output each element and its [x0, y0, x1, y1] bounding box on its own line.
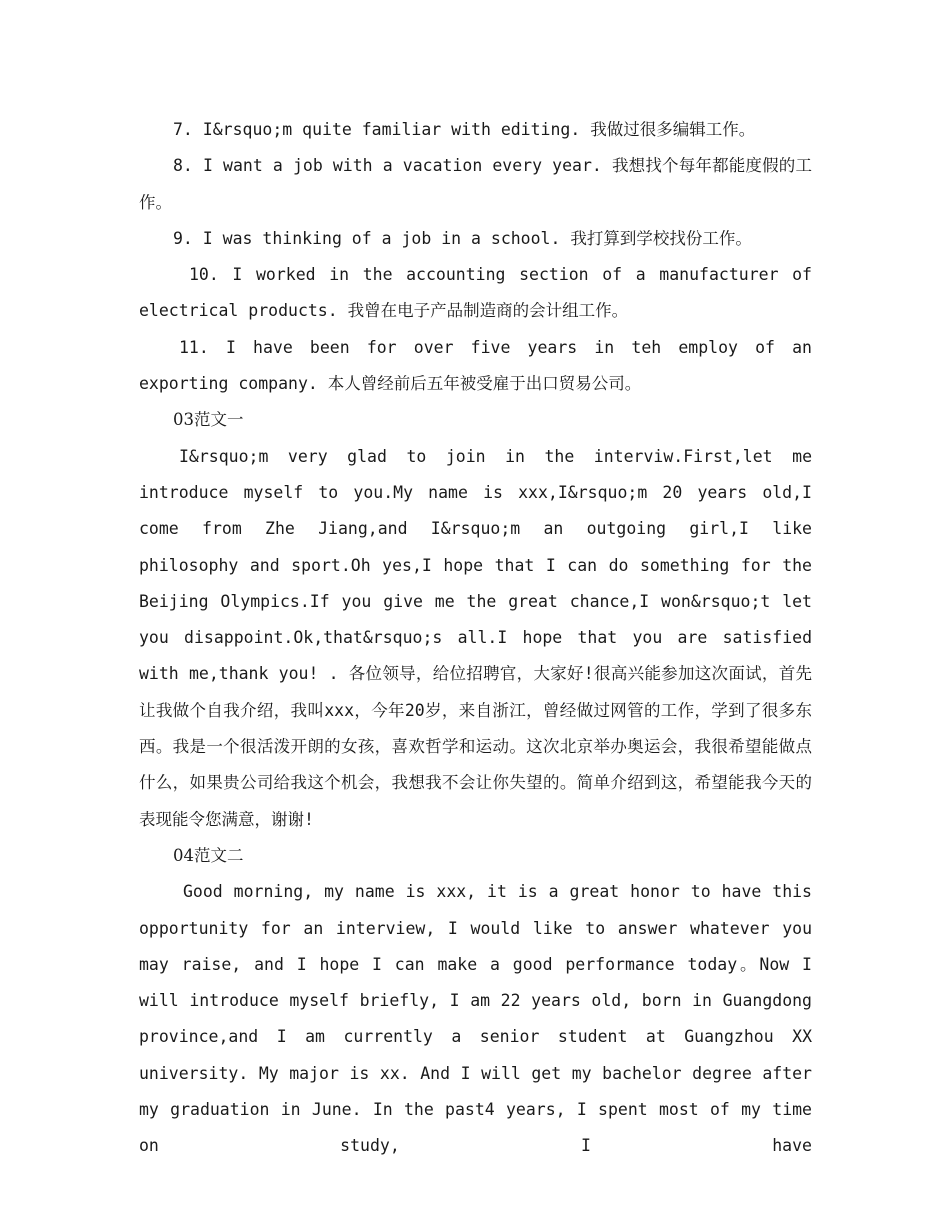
- list-item-10: 10. I worked in the accounting section of a manufacturer of electrical products. 我曾在电子产品制造商的会计组工作。: [139, 265, 812, 321]
- list-item-7: 7. I&rsquo;m quite familiar with editing. 我做过很多编辑工作。: [173, 120, 756, 139]
- section-heading-sample-one: 03范文一: [173, 410, 244, 430]
- section-heading-sample-two: 04范文二: [173, 845, 244, 865]
- document-page: [139, 112, 812, 1165]
- list-item-11: 11. I have been for over five years in teh employ of an exporting company. 本人曾经前后五年被受雇于出口贸易公司。: [139, 337, 812, 394]
- sample-one-body: I&rsquo;m very glad to join in the interviw.First,let me introduce myself to you.My name is xxx,I&rsquo;m 20 years old,I come from Zhe Jiang,and I&rsquo;m an outgoing girl,I like philosophy and sport.Oh yes,I hope that I can do something for the Beijing Olympics.If you give me the great chance,I won&rsquo;t let you disappoint.Ok,that&rsquo;s all.I hope that you are satisfied with me,thank you! . 各位领导，给位招聘官，大家好!很高兴能参加这次面试，首先让我做个自我介绍，我叫xxx，今年20岁，来自浙江，曾经做过网管的工作，学到了很多东西。我是一个很活泼开朗的女孩，喜欢哲学和运动。这次北京举办奥运会，我很希望能做点什么，如果贵公司给我这个机会，我想我不会让你失望的。简单介绍到这，希望能我今天的表现能令您满意，谢谢!: [139, 446, 812, 829]
- list-item-8: 8. I want a job with a vacation every year. 我想找个每年都能度假的工作。: [139, 156, 812, 212]
- list-item-9: 9. I was thinking of a job in a school. 我打算到学校找份工作。: [173, 228, 752, 248]
- sample-two-body: Good morning, my name is xxx, it is a great honor to have this opportunity for an interview, I would like to answer whatever you may raise, and I hope I can make a good performance today。Now I will introduce myself briefly, I am 22 years old, born in Guangdong province,and I am currently a senior student at Guangzhou XX university. My major is xx. And I will get my bachelor degree after my graduation in June. In the past4 years, I spent most of my time on study, I have: [139, 882, 812, 1156]
